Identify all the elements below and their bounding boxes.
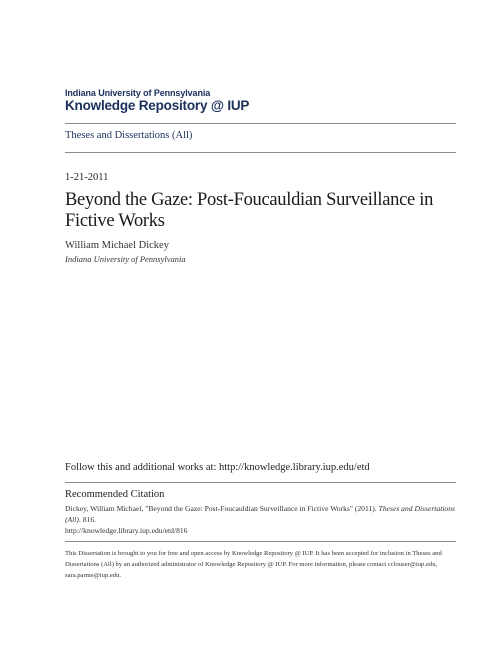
follow-text: Follow this and additional works at: bbox=[65, 462, 219, 473]
repository-name[interactable]: Knowledge Repository @ IUP bbox=[65, 98, 250, 113]
disclaimer-body: This Dissertation is brought to you for free and open access by Knowledge Repository @ IUP. It has been accepted for inclusion in Theses and Dissertations (All) by an authorized administrator of Knowledge Repository @ IUP. For more information, please contact bbox=[65, 550, 442, 568]
university-name: Indiana University of Pennsylvania bbox=[65, 88, 211, 98]
citation-text bbox=[65, 503, 457, 536]
publication-date: 1-21-2011 bbox=[65, 172, 109, 183]
follow-link[interactable]: http://knowledge.library.iup.edu/etd bbox=[219, 462, 370, 473]
citation-journal: Theses and Dissertations (All) bbox=[65, 504, 455, 524]
disclaimer-text bbox=[65, 548, 457, 581]
header-divider-top bbox=[65, 123, 456, 124]
header-divider-bottom bbox=[65, 152, 456, 153]
disclaimer-end: . bbox=[119, 572, 122, 579]
contact-email-1[interactable]: cclouser@iup.edu bbox=[387, 561, 436, 568]
citation-main: Dickey, William Michael, "Beyond the Gaze: Post-Foucauldian Surveillance in Fictive Works" (2011). bbox=[65, 504, 379, 513]
collection-link[interactable]: Theses and Dissertations (All) bbox=[65, 130, 193, 141]
contact-email-2[interactable]: sara.parme@iup.edu bbox=[65, 572, 120, 579]
email-separator: , bbox=[435, 561, 438, 568]
citation-heading: Recommended Citation bbox=[65, 489, 165, 500]
follow-line bbox=[65, 462, 370, 473]
document-title: Beyond the Gaze: Post-Foucauldian Surveillance in Fictive Works bbox=[65, 190, 434, 231]
disclaimer-divider bbox=[65, 541, 456, 542]
citation-end: . 816. bbox=[78, 515, 97, 524]
citation-divider bbox=[65, 482, 456, 483]
citation-link[interactable]: http://knowledge.library.iup.edu/etd/816 bbox=[65, 526, 188, 535]
author-name[interactable]: William Michael Dickey bbox=[65, 240, 169, 251]
author-affiliation: Indiana University of Pennsylvania bbox=[65, 254, 186, 264]
